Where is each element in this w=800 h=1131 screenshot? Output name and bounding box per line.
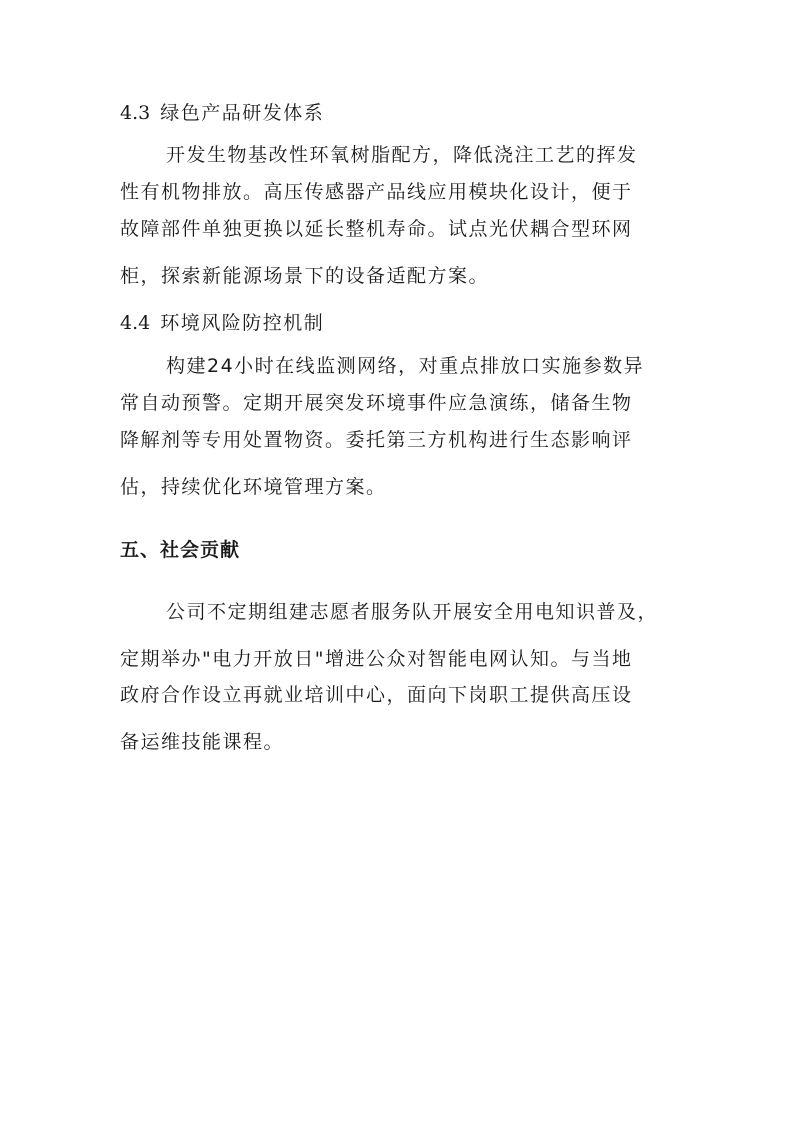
section-4-4-line-1: 构建24小时在线监测网络，对重点排放口实施参数异: [166, 355, 645, 377]
section-4-3-number: 4.3: [120, 102, 151, 124]
section-4-4-line-3: 降解剂等专用处置物资。委托第三方机构进行生态影响评: [120, 429, 633, 451]
section-5-line-1: 公司不定期组建志愿者服务队开展安全用电知识普及，: [166, 601, 659, 623]
section-5-heading: 五、社会贡献: [120, 539, 241, 561]
section-4-4-title: 环境风险防控机制: [160, 312, 325, 334]
section-4-3-line-3: 故障部件单独更换以延长整机寿命。试点光伏耦合型环网: [120, 218, 633, 240]
section-4-3-line-2: 性有机物排放。高压传感器产品线应用模块化设计，便于: [120, 181, 633, 203]
section-4-3-line-1: 开发生物基改性环氧树脂配方，降低浇注工艺的挥发: [166, 144, 638, 166]
section-4-3-line-4: 柜，探索新能源场景下的设备适配方案。: [120, 265, 490, 287]
section-4-3-title: 绿色产品研发体系: [160, 102, 325, 124]
section-4-4-line-4: 估，持续优化环境管理方案。: [120, 476, 387, 498]
section-5-line-4: 备运维技能课程。: [120, 731, 285, 753]
section-5-line-2: 定期举办"电力开放日"增进公众对智能电网认知。与当地: [120, 648, 633, 670]
section-4-4-heading: [120, 310, 324, 336]
section-5-line-3: 政府合作设立再就业培训中心，面向下岗职工提供高压设: [120, 684, 633, 706]
section-4-4-line-2: 常自动预警。定期开展突发环境事件应急演练，储备生物: [120, 392, 633, 414]
section-4-3-heading: [120, 100, 324, 126]
section-4-4-number: 4.4: [120, 312, 151, 334]
